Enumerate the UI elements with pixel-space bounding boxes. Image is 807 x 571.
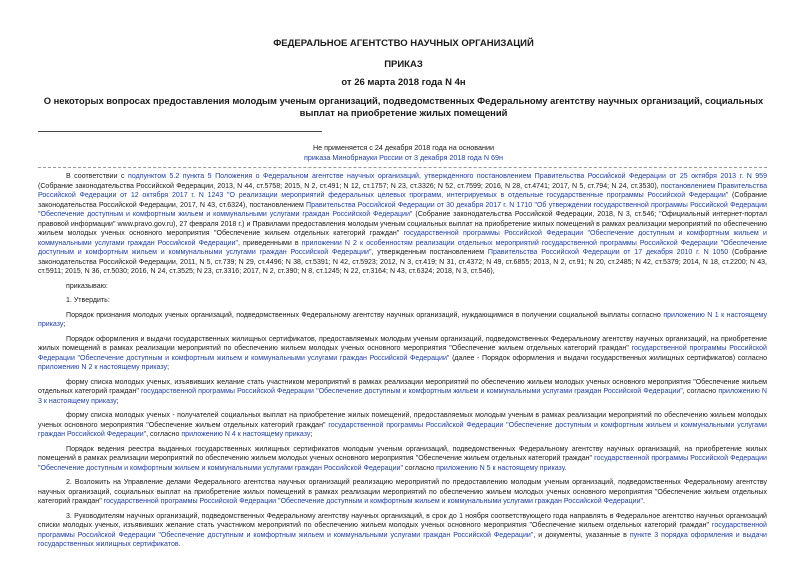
paragraph-1-link[interactable]: Правительства Российской Федерации от 30 декабря 2017 г. N 1710 "Об утверждении государственной программы Российской Федерации "Обеспечение доступным и комфортным жильем и коммунальными услугами граждан Российской Федерации" — [38, 201, 767, 218]
paragraph-2 — [38, 282, 767, 292]
paragraph-10-link[interactable]: государственной программы Российской Федерации "Обеспечение доступным и комфортным жильем и коммунальными услугами граждан Российской Федерации" — [38, 522, 767, 539]
paragraph-6 — [38, 378, 767, 407]
paragraph-8-link[interactable]: приложению N 5 к настоящему приказу — [436, 464, 565, 472]
paragraph-6-text: , согласно — [682, 388, 719, 395]
paragraph-1-text: (Собрание законодательства Российской Федерации, 2011, N 5, ст.739; N 29, ст.4496; N 38, ст.5391; N 42, ст.5923; 2012, N 3, ст.419; N 31, ст.4372; N 49, ст.6855; 2013, N 2, ст.91; N 20, ст.2485; N 42, ст.5379; 2014, N 18, ст.2200; N 43, ст.5911; 2015, N 36, ст.5030; 2016, N 24, ст.3525; N 23, ст.3316; 2017, N 2, ст.390; N 8, ст.1245; N 22, ст.3164; N 43, ст.6324; 2018, N 3, ст.546), — [38, 249, 767, 275]
paragraph-6-link[interactable]: приложению N 3 к настоящему приказу — [38, 388, 767, 405]
paragraph-10 — [38, 512, 767, 550]
agency-name: ФЕДЕРАЛЬНОЕ АГЕНТСТВО НАУЧНЫХ ОРГАНИЗАЦИЙ — [273, 38, 534, 49]
paragraph-7-text: форму списка молодых ученых - получателей социальных выплат на приобретение жилых помещений, предоставляемых молодым ученым в рамках реализации мероприятий по обеспечению жильем молодых ученых основного мероприятия "Обеспечение жильем отдельных категорий граждан" — [38, 412, 767, 429]
paragraph-4-text: ; — [63, 321, 66, 328]
paragraph-8-link[interactable]: государственной программы Российской Федерации "Обеспечение доступным и комфортным жильем и коммунальными услугами граждан Российской Федерации" — [38, 455, 767, 472]
paragraph-1-link[interactable]: постановлением Правительства Российской Федерации от 12 октября 2017 г. N 1243 "О реализации мероприятий федеральных целевых программ, интегрируемых в отдельные государственные программы Российской Федерации" — [38, 182, 767, 199]
paragraph-1-link[interactable]: , утвержденного постановлением Правительства Российской Федерации от 25 октября 2013 г. N 959 — [419, 173, 768, 180]
paragraph-9-link[interactable]: государственной программы Российской Федерации "Обеспечение доступным и комфортным жильем и коммунальными услугами граждан Российской Федерации" — [103, 498, 644, 505]
paragraph-6-text: ; — [116, 397, 119, 405]
paragraph-1-link[interactable]: подпунктом 5.2 пункта 5 Положения о Федеральном агентстве научных организаций — [128, 173, 419, 180]
paragraph-1-text: (Собрание законодательства Российской Федерации, 2018, N 3, ст.546; "Официальный интернет-портал правовой информации" www.pravo.gov.ru), 27 февраля 2018 г.) и Правилами предоставления молодым ученым социальных выплат на приобретение жилых помещений в рамках реализации мероприятий по обеспечению жильем молодых ученых основного мероприятия "Обеспечение жильем отдельных категорий граждан" — [38, 211, 767, 237]
title-divider — [38, 131, 322, 132]
paragraph-5-text: (далее - Порядок оформления и выдачи государственных жилищных сертификатов) согласно — [449, 354, 767, 362]
paragraph-3 — [38, 296, 767, 306]
paragraph-5 — [38, 335, 767, 373]
paragraph-3-text: 1. Утвердить: — [66, 297, 110, 304]
paragraph-9 — [38, 478, 767, 507]
paragraph-1-text: (Собрание законодательства Российской Федерации, 2017, N 43, ст.6324), постановлением — [38, 192, 768, 209]
paragraph-10-text: , и документы, указанные в — [533, 531, 630, 539]
paragraph-7-text: , согласно — [146, 431, 182, 438]
paragraph-8 — [38, 445, 767, 474]
paragraph-7-link[interactable]: государственной программы Российской Федерации "Обеспечение доступным и комфортным жильем и коммунальными услугами граждан Российской Федерации" — [38, 421, 767, 438]
notice-link[interactable]: приказа Минобрнауки России от 3 декабря 2018 года N 69н — [304, 153, 503, 162]
paragraph-7-text: ; — [310, 431, 313, 438]
paragraph-1-text: , приведенными в — [237, 239, 302, 247]
paragraph-9-text: . — [643, 498, 645, 505]
paragraph-1-text: , утвержденным постановлением — [371, 249, 488, 256]
paragraph-5-link[interactable]: приложению N 2 к настоящему приказу — [38, 364, 168, 371]
paragraph-10-text: 3. Руководителям научных организаций, подведомственных Федеральному агентству научных организаций, в срок до 1 ноября соответствующего года направлять в Федеральное агентство научных организаций списки молодых ученых, изъявивших желание стать участником мероприятий по обеспечению жильем молодых ученых основного мероприятия "Обеспечение жильем отдельных категорий граждан" — [38, 512, 767, 529]
doc-title: О некоторых вопросах предоставления молодым ученым организаций, подведомственных Федеральному агентству научных организаций, социальных выплат на приобретение жилых помещений — [43, 95, 764, 118]
paragraph-6-text: форму списка молодых ученых, изъявивших желание стать участником мероприятий в рамках реализации мероприятий по обеспечению жильем молодых ученых основного мероприятия "Обеспечение жильем отдельных категорий граждан" — [38, 378, 767, 395]
paragraph-10-text: . — [178, 541, 181, 548]
paragraph-10-link[interactable]: пункте 3 порядка оформления и выдачи государственных жилищных сертификатов — [38, 531, 767, 548]
paragraph-1-link[interactable]: приложении N 2 к особенностям реализации отдельных мероприятий государственной программы Российской Федерации "Обеспечение доступным и комфортным жильем и коммунальными услугами граждан Российской Федерации" — [38, 239, 767, 256]
paragraph-1-link[interactable]: Правительства Российской Федерации от 17 декабря 2010 г. N 1050 — [487, 249, 729, 256]
paragraph-1 — [38, 172, 767, 277]
paragraph-8-text: Порядок ведения реестра выданных государственных жилищных сертификатов молодым ученым организаций, подведомственных Федеральному агентству научных организаций, на приобретение жилых помещений в рамках реализации мероприятий по обеспечению жильем молодых ученых основного мероприятия "Обеспечение жильем отдельных категорий граждан" — [38, 445, 767, 462]
paragraph-2-text: приказываю: — [66, 282, 108, 290]
notice-link-row — [0, 153, 807, 163]
doc-date-number: от 26 марта 2018 года N 4н — [341, 77, 466, 88]
paragraph-1-link[interactable]: государственной программы Российской Федерации "Обеспечение доступным и комфортным жильем и коммунальными услугами граждан Российской Федерации" — [38, 230, 767, 247]
paragraph-1-text: В соответствии с — [66, 173, 129, 180]
paragraph-5-link[interactable]: государственной программы Российской Федерации "Обеспечение доступным и комфортным жильем и коммунальными услугами граждан Российской Федерации" — [38, 345, 767, 362]
paragraph-8-text: согласно — [402, 464, 437, 472]
paragraph-5-text: ; — [167, 364, 170, 371]
paragraph-4-text: Порядок признания молодых ученых организаций, подведомственных Федеральному агентству научных организаций, нуждающимися в получении социальной выплаты согласно — [66, 311, 664, 319]
paragraph-7-link[interactable]: приложению N 4 к настоящему приказу — [181, 431, 311, 438]
paragraph-4-link[interactable]: приложению N 1 к настоящему приказу — [38, 311, 767, 328]
paragraph-9-text: 2. Возложить на Управление делами Федерального агентства научных организаций реализацию мероприятий по предоставлению молодым ученым организаций, подведомственных Федеральному агентству научных организаций, социальных выплат на приобретение жилых помещений в рамках реализации мероприятий по обеспечению жильем молодых ученых основного мероприятия "Обеспечение жильем отдельных категорий граждан" — [38, 479, 767, 505]
notice-line: Не применяется с 24 декабря 2018 года на основании — [312, 143, 495, 152]
paragraph-4 — [38, 311, 767, 330]
notice-separator — [38, 167, 767, 168]
doc-type: ПРИКАЗ — [384, 59, 423, 70]
document-body — [38, 172, 767, 555]
paragraph-5-text: Порядок оформления и выдачи государственных жилищных сертификатов, предоставляемых молодым ученым организаций, подведомственных Федеральному агентству научных организаций, на приобретение жилых помещений в рамках реализации мероприятий по обеспечению жильем молодых ученых основного мероприятия "Обеспечение жильем отдельных категорий граждан" — [38, 335, 767, 352]
paragraph-8-text: . — [564, 464, 567, 472]
paragraph-1-text: (Собрание законодательства Российской Федерации, 2013, N 44, ст.5758; 2015, N 2, ст.491; N 12, ст.1757; N 23, ст.3326; N 52, ст.7599; 2016, N 28, ст.4741; 2017, N 5, ст.794; N 24, ст.3530), — [38, 182, 661, 190]
paragraph-6-link[interactable]: государственной программы Российской Федерации "Обеспечение доступным и комфортным жильем и коммунальными услугами граждан Российской Федерации" — [140, 388, 683, 395]
paragraph-7 — [38, 411, 767, 440]
